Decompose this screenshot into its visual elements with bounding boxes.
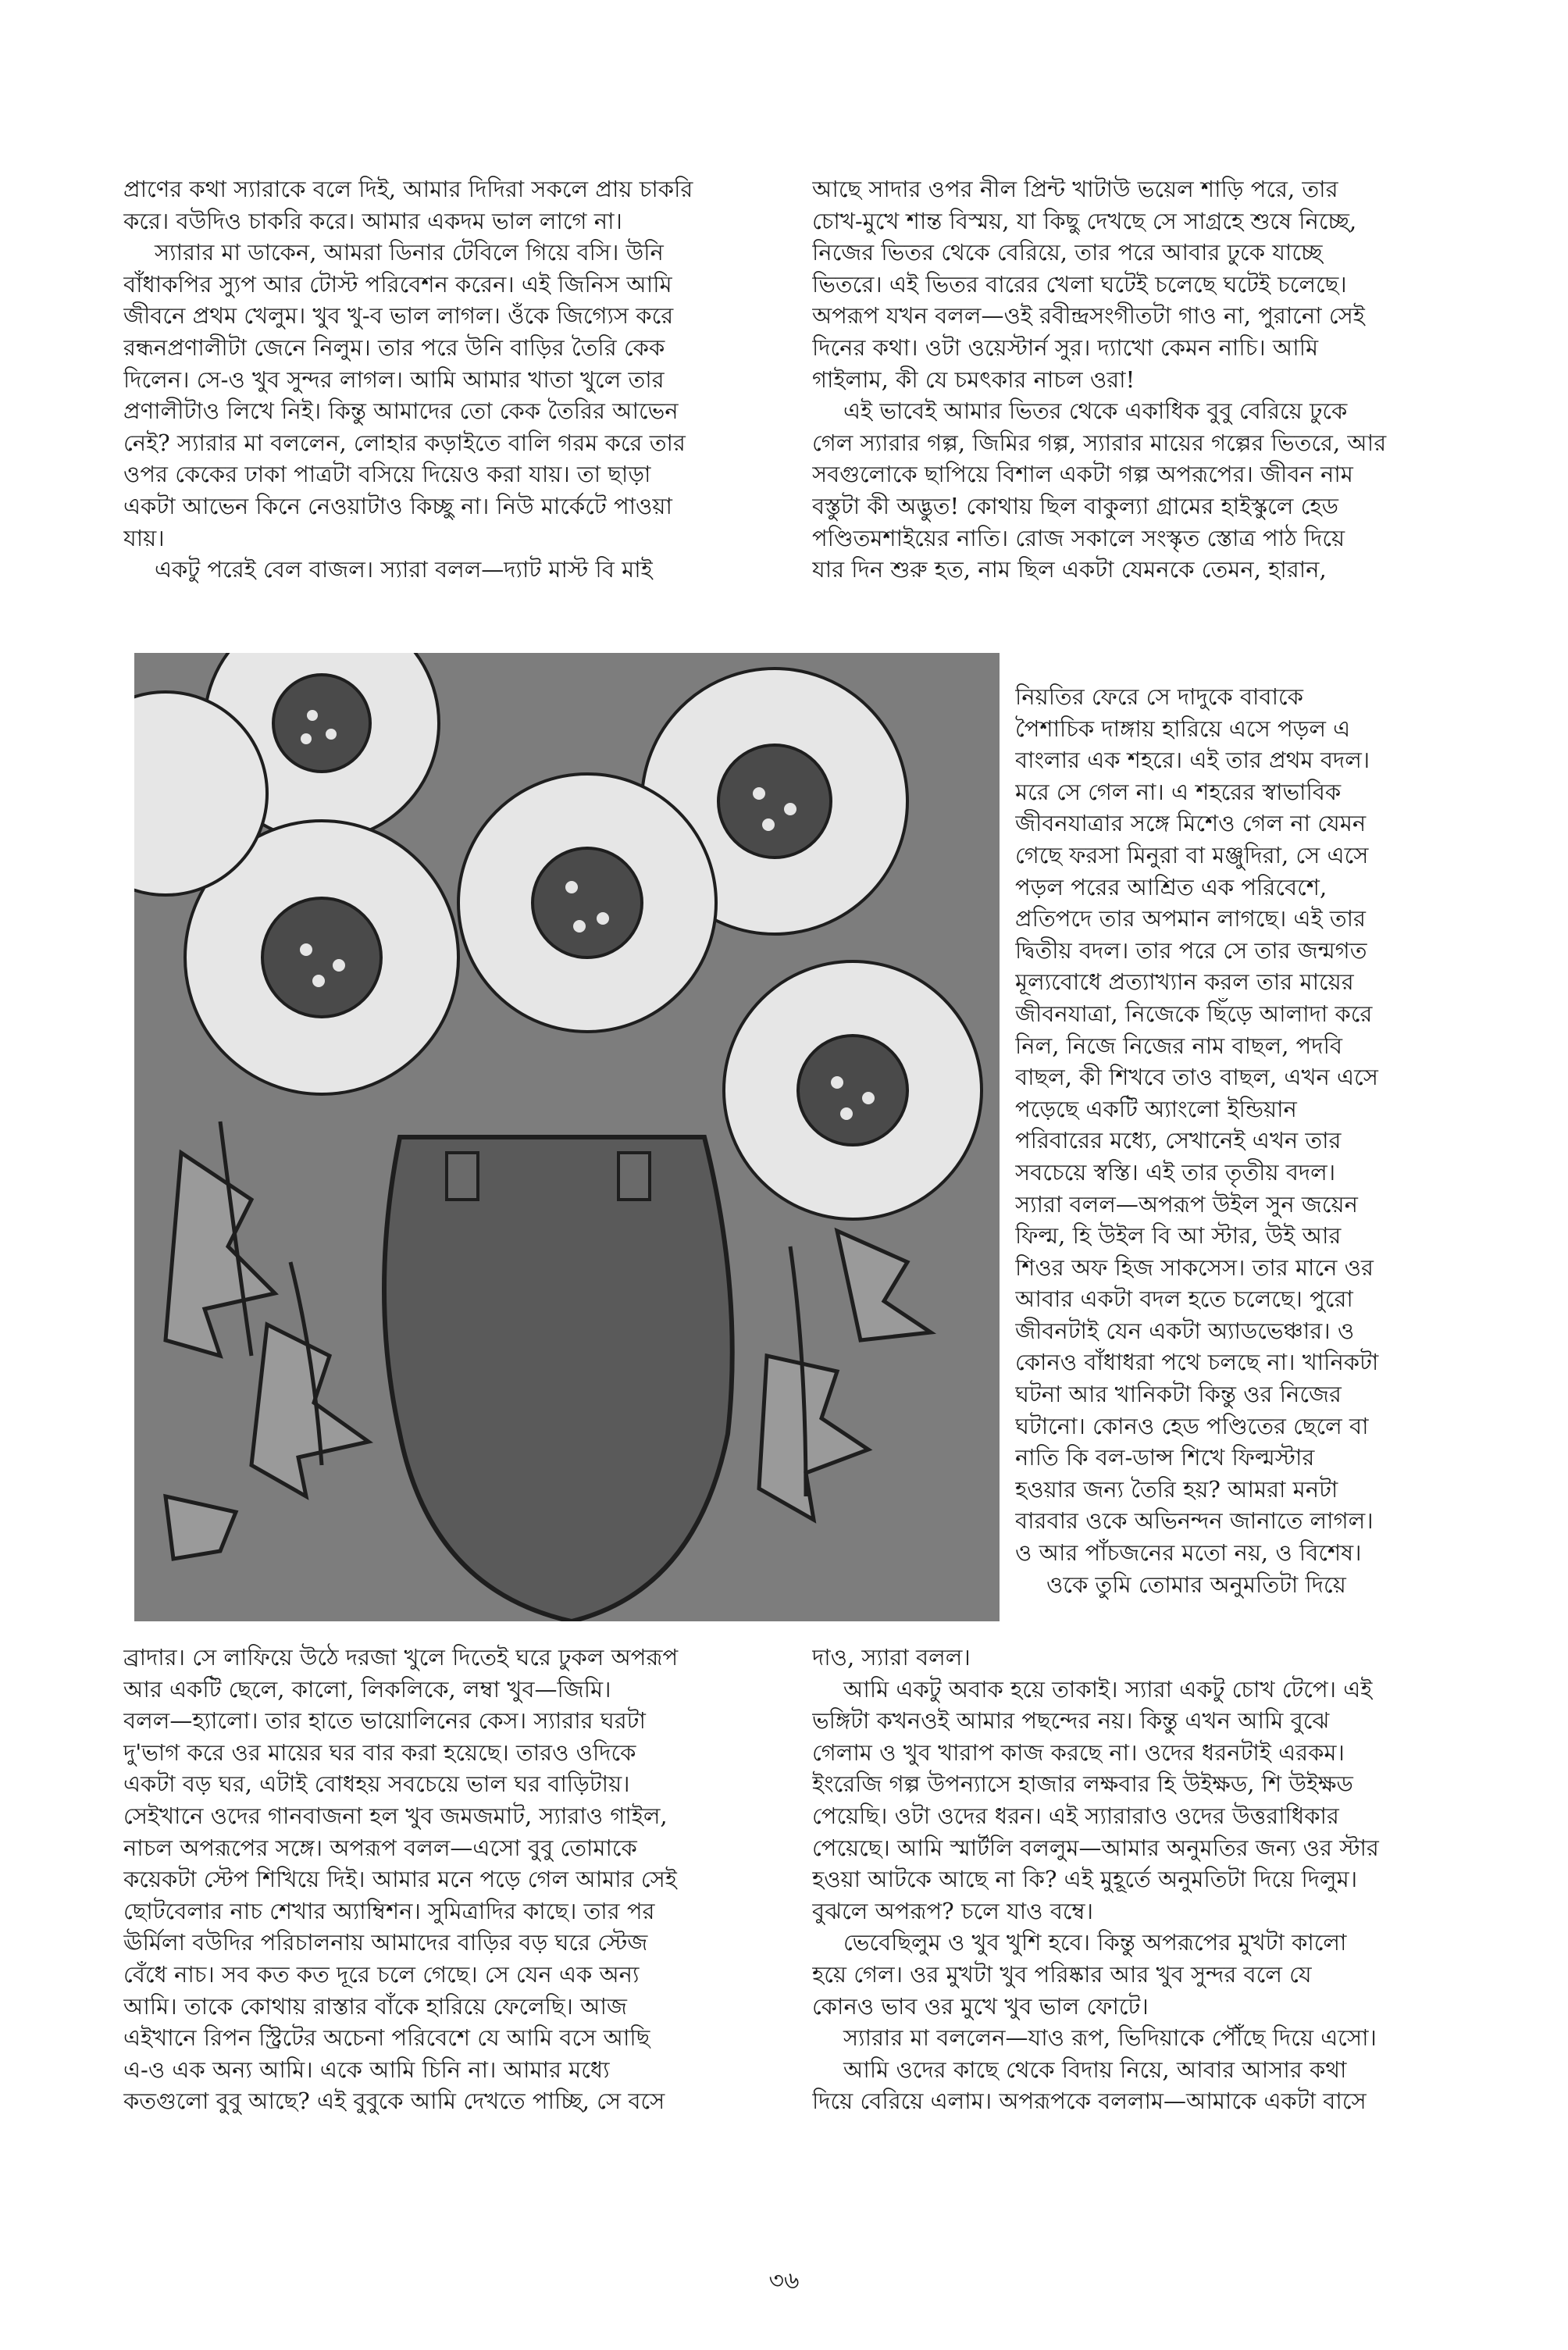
text-line: স্যারা বলল—অপরূপ উইল সুন জয়েন xyxy=(1015,1190,1358,1218)
text-line: আবার একটা বদল হতে চলেছে। পুরো xyxy=(1015,1286,1353,1313)
left-column-top xyxy=(123,173,772,586)
text-line: কোনও বাঁধাধরা পথে চলছে না। খানিকটা xyxy=(1015,1349,1379,1376)
text-line: নাচল অপরূপের সঙ্গে। অপরূপ বলল—এসো বুবু তোমাকে xyxy=(123,1834,637,1861)
text-line: বাঁধাকপির স্যুপ আর টোস্ট পরিবেশন করেন। এই জিনিস আমি xyxy=(123,270,672,298)
text-line: ঘটানো। কোনও হেড পণ্ডিতের ছেলে বা xyxy=(1015,1412,1369,1439)
text-line: নেই? স্যারার মা বললেন, লোহার কড়াইতে বালি গরম করে তার xyxy=(123,429,686,456)
text-line: কতগুলো বুবু আছে? এই বুবুকে আমি দেখতে পাচ্ছি, সে বসে xyxy=(123,2088,665,2115)
page-number: ৩৬ xyxy=(768,2267,800,2295)
text-line: নিল, নিজে নিজের নাম বাছল, পদবি xyxy=(1015,1032,1343,1059)
text-line: পণ্ডিতমশাইয়ের নাতি। রোজ সকালে সংস্কৃত স্তোত্র পাঠ দিয়ে xyxy=(812,524,1345,551)
text-line: এই ভাবেই আমার ভিতর থেকে একাধিক বুবু বেরিয়ে ঢুকে xyxy=(843,398,1348,425)
text-line: পেয়েছে। আমি স্মার্টলি বললুম—আমার অনুমতির জন্য ওর স্টার xyxy=(812,1834,1379,1861)
text-line: সেইখানে ওদের গানবাজনা হল খুব জমজমাট, স্যারাও গাইল, xyxy=(123,1802,668,1829)
text-line: মূল্যবোধে প্রত্যাখ্যান করল তার মায়ের xyxy=(1015,968,1354,996)
right-column-bottom xyxy=(812,1642,1452,2117)
text-line: আমি একটু অবাক হয়ে তাকাই। স্যারা একটু চোখ টেপে। এই xyxy=(843,1675,1373,1703)
text-line: শিওর অফ হিজ সাকসেস। তার মানে ওর xyxy=(1015,1253,1374,1281)
text-line: যায়। xyxy=(123,524,165,551)
text-line: করে। বউদিও চাকরি করে। আমার একদম ভাল লাগে না। xyxy=(123,207,622,234)
text-line: জীবনযাত্রার সঙ্গে মিশেও গেল না যেমন xyxy=(1015,810,1367,837)
text-line: একটু পরেই বেল বাজল। স্যারা বলল—দ্যাট মাস্ট বি মাই xyxy=(155,556,653,583)
text-line: কোনও ভাব ওর মুখে খুব ভাল ফোটে। xyxy=(812,1992,1149,2020)
text-line: নিয়তির ফেরে সে দাদুকে বাবাকে xyxy=(1015,683,1303,710)
text-line: ভেবেছিলুম ও খুব খুশি হবে। কিন্তু অপরূপের মুখটা কালো xyxy=(843,1929,1347,1956)
text-line: গেছে ফরসা মিনুরা বা মঞ্জুদিরা, সে এসে xyxy=(1015,841,1369,868)
text-line: সবচেয়ে স্বস্তি। এই তার তৃতীয় বদল। xyxy=(1015,1158,1336,1186)
text-line: রন্ধনপ্রণালীটা জেনে নিলুম। তার পরে উনি বাড়ির তৈরি কেক xyxy=(123,333,665,361)
text-line: ওকে তুমি তোমার অনুমতিটা দিয়ে xyxy=(1046,1571,1346,1598)
text-line: গেলাম ও খুব খারাপ কাজ করছে না। ওদের ধরনটাই এরকম। xyxy=(812,1738,1345,1766)
text-line: পড়েছে একটি অ্যাংলো ইন্ডিয়ান xyxy=(1015,1095,1297,1122)
text-line: দিয়ে বেরিয়ে এলাম। অপরূপকে বললাম—আমাকে একটা বাসে xyxy=(812,2088,1367,2115)
text-line: জীবনটাই যেন একটা অ্যাডভেঞ্চার। ও xyxy=(1015,1317,1355,1344)
text-line: আমি। তাকে কোথায় রাস্তার বাঁকে হারিয়ে ফেলেছি। আজ xyxy=(123,1992,627,2020)
text-line: ইংরেজি গল্প উপন্যাসে হাজার লক্ষবার হি উইক্ষড, শি উইক্ষড xyxy=(812,1771,1353,1798)
text-line: মরে সে গেল না। এ শহরের স্বাভাবিক xyxy=(1015,778,1342,805)
text-line: ভঙ্গিটা কখনওই আমার পছন্দের নয়। কিন্তু এখন আমি বুঝে xyxy=(812,1707,1330,1735)
text-line: বস্তুটা কী অদ্ভুত! কোথায় ছিল বাকুল্যা গ্রামের হাইস্কুলে হেড xyxy=(812,492,1338,519)
text-line: হওয়ার জন্য তৈরি হয়? আমরা মনটা xyxy=(1015,1475,1338,1503)
text-line: ছোটবেলার নাচ শেখার অ্যাম্বিশন। সুমিত্রাদির কাছে। তার পর xyxy=(123,1897,655,1924)
text-line: ও আর পাঁচজনের মতো নয়, ও বিশেষ। xyxy=(1015,1539,1362,1567)
left-column-bottom xyxy=(123,1642,772,2117)
text-line: একটা আভেন কিনে নেওয়াটাও কিচ্ছু না। নিউ মার্কেটে পাওয়া xyxy=(123,492,672,519)
text-line: ফিল্ম, হি উইল বি আ স্টার, উই আর xyxy=(1015,1222,1342,1250)
text-line: পরিবারের মধ্যে, সেখানেই এখন তার xyxy=(1015,1127,1342,1154)
text-line: পৈশাচিক দাঙ্গায় হারিয়ে এসে পড়ল এ xyxy=(1015,715,1351,742)
text-line: দিনের কথা। ওটা ওয়েস্টার্ন সুর। দ্যাখো কেমন নাচি। আমি xyxy=(812,333,1319,361)
text-line: বারবার ওকে অভিনন্দন জানাতে লাগল। xyxy=(1015,1507,1374,1535)
text-line: পেয়েছি। ওটা ওদের ধরন। এই স্যারারাও ওদের উত্তরাধিকার xyxy=(812,1802,1339,1829)
text-line: প্রণালীটাও লিখে নিই। কিন্তু আমাদের তো কেক তৈরির আভেন xyxy=(123,398,679,425)
text-line: প্রাণের কথা স্যারাকে বলে দিই, আমার দিদিরা সকলে প্রায় চাকরি xyxy=(123,176,693,202)
text-line: দিলেন। সে-ও খুব সুন্দর লাগল। আমি আমার খাতা খুলে তার xyxy=(123,366,665,393)
text-line: দাও, স্যারা বলল। xyxy=(812,1644,971,1671)
text-line: বুঝলে অপরূপ? চলে যাও বম্বে। xyxy=(812,1897,1093,1924)
text-line: বাংলার এক শহরে। এই তার প্রথম বদল। xyxy=(1015,747,1370,774)
text-line: ওপর কেকের ঢাকা পাত্রটা বসিয়ে দিয়েও করা যায়। তা ছাড়া xyxy=(123,461,651,488)
text-line: হয়ে গেল। ওর মুখটা খুব পরিষ্কার আর খুব সুন্দর বলে যে xyxy=(812,1960,1312,1988)
text-line: সবগুলোকে ছাপিয়ে বিশাল একটা গল্প অপরূপের। জীবন নাম xyxy=(812,461,1353,488)
text-line: দ্বিতীয় বদল। তার পরে সে তার জন্মগত xyxy=(1015,936,1367,964)
text-line: ব্রাদার। সে লাফিয়ে উঠে দরজা খুলে দিতেই ঘরে ঢুকল অপরূপ xyxy=(123,1644,679,1671)
text-line: আছে সাদার ওপর নীল প্রিন্ট খাটাউ ভয়েল শাড়ি পরে, তার xyxy=(812,176,1338,202)
text-line: হওয়া আটকে আছে না কি? এই মুহূর্তে অনুমতিটা দিয়ে দিলুম। xyxy=(812,1866,1358,1893)
text-line: এ-ও এক অন্য আমি। একে আমি চিনি না। আমার মধ্যে xyxy=(123,2056,610,2083)
text-line: আর একটি ছেলে, কালো, লিকলিকে, লম্বা খুব—জিমি। xyxy=(123,1675,611,1703)
text-line: নিজের ভিতর থেকে বেরিয়ে, তার পরে আবার ঢুকে যাচ্ছে xyxy=(812,239,1323,266)
text-line: যার দিন শুরু হত, নাম ছিল একটা যেমনকে তেমন, হারান, xyxy=(812,556,1327,583)
text-line: গেল স্যারার গল্প, জিমির গল্প, স্যারার মায়ের গল্পের ভিতরে, আর xyxy=(812,429,1387,456)
text-line: ঊর্মিলা বউদির পরিচালনায় আমাদের বাড়ির বড় ঘরে স্টেজ xyxy=(123,1929,648,1956)
text-line: কয়েকটা স্টেপ শিখিয়ে দিই। আমার মনে পড়ে গেল আমার সেই xyxy=(123,1866,677,1893)
text-line: স্যারার মা ডাকেন, আমরা ডিনার টেবিলে গিয়ে বসি। উনি xyxy=(155,239,664,266)
text-line: বলল—হ্যালো। তার হাতে ভায়োলিনের কেস। স্যারার ঘরটা xyxy=(123,1707,646,1735)
text-line: বেঁধে নাচ। সব কত কত দূরে চলে গেছে। সে যেন এক অন্য xyxy=(123,1960,640,1988)
text-line: ঘটনা আর খানিকটা কিন্তু ওর নিজের xyxy=(1015,1381,1342,1408)
sunflower-vase-painting-icon xyxy=(134,653,1000,1621)
text-line: প্রতিপদে তার অপমান লাগছে। এই তার xyxy=(1015,905,1366,933)
text-line: দু'ভাগ করে ওর মায়ের ঘর বার করা হয়েছে। তারও ওদিকে xyxy=(123,1738,636,1766)
text-line: স্যারার মা বললেন—যাও রূপ, ভিদিয়াকে পৌঁছে দিয়ে এসো। xyxy=(843,2024,1377,2052)
text-line: একটা বড় ঘর, এটাই বোধহয় সবচেয়ে ভাল ঘর বাড়িটায়। xyxy=(123,1771,630,1798)
right-column-narrow xyxy=(1015,681,1452,1600)
text-line: অপরূপ যখন বলল—ওই রবীন্দ্রসংগীতটা গাও না, পুরানো সেই xyxy=(812,302,1365,330)
text-line: জীবনে প্রথম খেলুম। খুব খু-ব ভাল লাগল। ওঁকে জিগ্যেস করে xyxy=(123,302,674,330)
right-column-top xyxy=(812,173,1452,586)
text-line: জীবনযাত্রা, নিজেকে ছিঁড়ে আলাদা করে xyxy=(1015,1000,1373,1027)
text-line: ভিতরে। এই ভিতর বারের খেলা ঘটেই চলেছে ঘটেই চলেছে। xyxy=(812,270,1347,298)
text-line: আমি ওদের কাছে থেকে বিদায় নিয়ে, আবার আসার কথা xyxy=(843,2056,1347,2083)
text-line: পড়ল পরের আশ্রিত এক পরিবেশে, xyxy=(1015,873,1327,900)
text-line: এইখানে রিপন স্ট্রিটের অচেনা পরিবেশে যে আমি বসে আছি xyxy=(123,2024,650,2052)
text-line: চোখ-মুখে শান্ত বিস্ময়, যা কিছু দেখছে সে সাগ্রহে শুষে নিচ্ছে, xyxy=(812,207,1357,234)
text-line: নাতি কি বল-ডান্স শিখে ফিল্মস্টার xyxy=(1015,1444,1315,1471)
text-line: গাইলাম, কী যে চমৎকার নাচল ওরা! xyxy=(812,366,1135,393)
text-line: বাছল, কী শিখবে তাও বাছল, এখন এসে xyxy=(1015,1064,1378,1091)
